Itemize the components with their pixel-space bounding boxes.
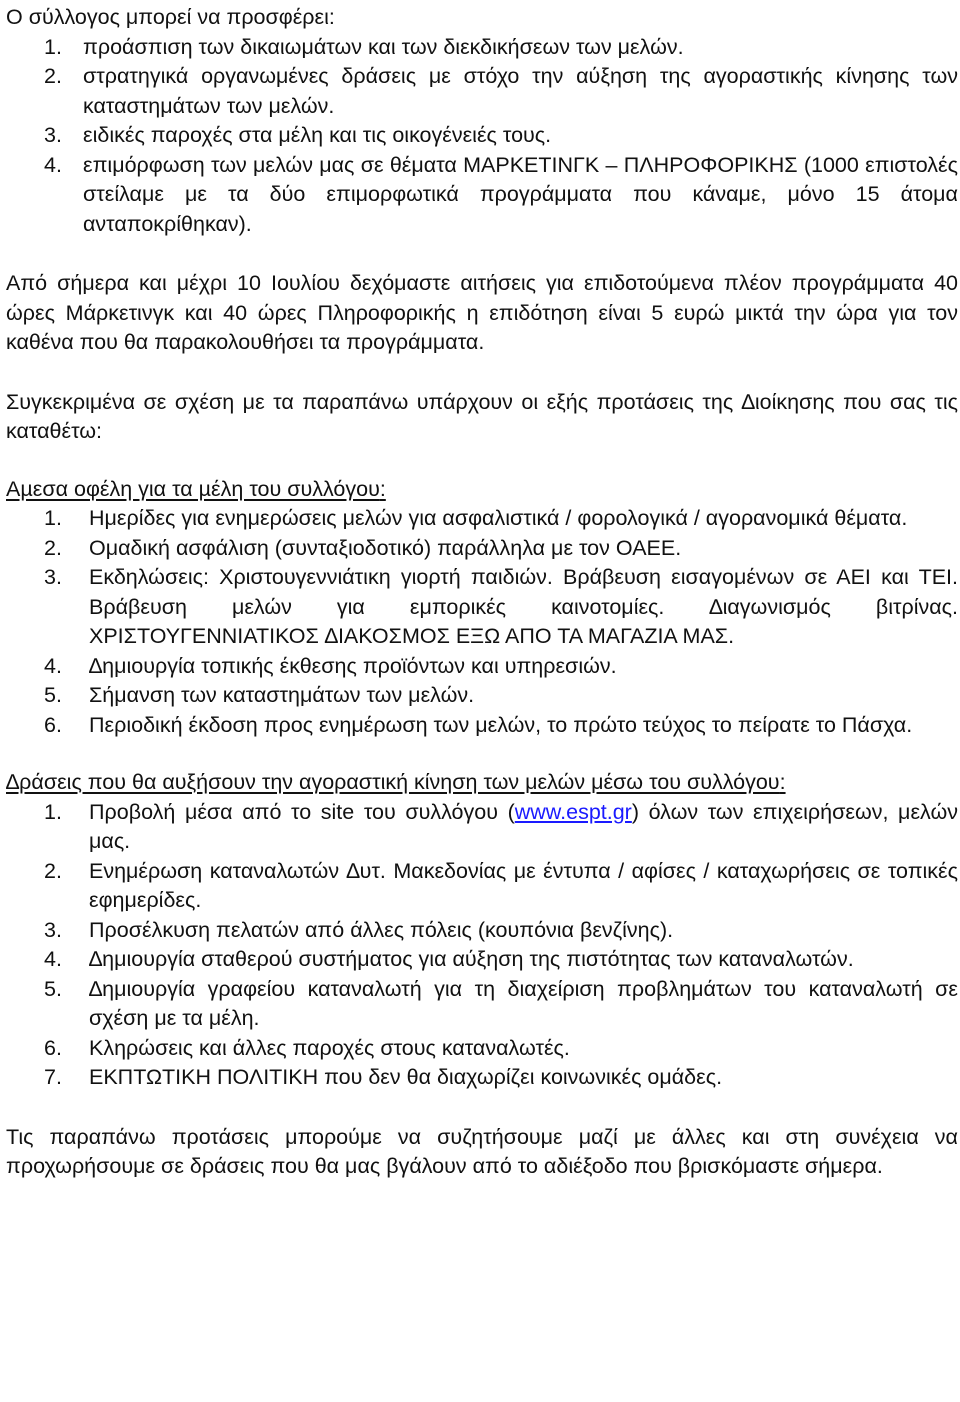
item-text: ειδικές παροχές στα μέλη και τις οικογένειές τους.	[83, 123, 552, 147]
item-text: ∆ημιουργία γραφείου καταναλωτή για τη διαχείριση προβλημάτων του καταναλωτή σε σχέση με τα μέλη.	[89, 976, 958, 1030]
list-item	[6, 534, 958, 564]
item-text: Προσέλκυση πελατών από άλλες πόλεις (κουπόνια βενζίνης).	[89, 917, 674, 942]
item-number: 4.	[44, 947, 62, 971]
intro-line: Ο σύλλογος μπορεί να προσφέρει:	[6, 5, 335, 29]
heading-text: Αµεσα οφέλη για τα µέλη του συλλόγου	[6, 476, 380, 501]
paragraph-proposals: Συγκεκριμένα σε σχέση με τα παραπάνω υπάρχουν οι εξής προτάσεις της ∆ιοίκησης που σας τις καταθέτω:	[6, 389, 958, 443]
item-number: 5.	[44, 683, 62, 707]
list-item	[6, 798, 958, 857]
item-text	[89, 800, 958, 854]
list-item	[6, 916, 958, 946]
item-text: προάσπιση των δικαιωμάτων και των διεκδικήσεων των μελών.	[83, 34, 684, 59]
item-text-before: Προβολή μέσα από το site του συλλόγου (	[89, 799, 515, 824]
item-number: 7.	[44, 1065, 62, 1089]
item-number: 3.	[44, 565, 62, 589]
section-heading-actions	[6, 768, 958, 798]
list-item	[6, 62, 958, 121]
website-link[interactable]: www.espt.gr	[514, 799, 632, 824]
item-number: 2.	[44, 64, 62, 88]
offers-list	[6, 33, 958, 240]
item-text: Ημερίδες για ενημερώσεις μελών για ασφαλιστικά / φορολογικά / αγορανομικά θέματα.	[89, 506, 908, 530]
paragraph-programs: Από σήμερα και μέχρι 10 Ιουλίου δεχόμαστε αιτήσεις για επιδοτούμενα πλέον προγράμματα 40 ώρες Μάρκετινγκ και 40 ώρες Πληροφορικής η επιδότηση είναι 5 ευρώ μικτά την ώρα για τον καθένα που θα παρακολουθήσει τα προγράμματα.	[6, 271, 958, 354]
item-number: 4.	[44, 152, 62, 177]
item-number: 1.	[44, 799, 62, 824]
heading-text: ∆ράσεις που θα αυξήσουν την αγοραστική κίνηση των μελών μέσω του συλλόγου	[6, 770, 780, 794]
item-number: 3.	[44, 123, 62, 147]
item-text: ∆ημιουργία τοπικής έκθεσης προϊόντων και υπηρεσιών.	[89, 653, 617, 678]
list-item	[6, 681, 958, 711]
item-text: Ομαδική ασφάλιση (συνταξιοδοτικό) παράλληλα με τον ΟΑΕΕ.	[89, 535, 682, 560]
item-number: 3.	[44, 917, 62, 942]
list-item	[6, 857, 958, 916]
list-item	[6, 945, 958, 975]
list-item	[6, 33, 958, 63]
item-text: ΕΚΠΤΩΤΙΚΗ ΠΟΛΙΤΙΚΗ που δεν θα διαχωρίζει κοινωνικές ομάδες.	[89, 1065, 723, 1089]
item-number: 6.	[44, 712, 62, 737]
list-item	[6, 504, 958, 534]
item-text: στρατηγικά οργανωμένες δράσεις με στόχο την αύξηση της αγοραστικής κίνησης των καταστημάτων των μελών.	[83, 64, 958, 118]
item-text: Ενημέρωση καταναλωτών ∆υτ. Μακεδονίας με έντυπα / αφίσες / καταχωρήσεις σε τοπικές εφημερίδες.	[89, 858, 958, 912]
item-text: Εκδηλώσεις: Χριστουγεννιάτικη γιορτή παιδιών. Βράβευση εισαγομένων σε ΑΕΙ και ΤΕΙ. Βράβευση μελών για εμπορικές καινοτομίες. ∆ιαγωνισμός βιτρίνας. ΧΡΙΣΤΟΥΓΕΝΝΙΑΤΙΚΟΣ ∆ΙΑΚΟΣΜΟΣ ΕΞΩ ΑΠΟ ΤΑ ΜΑΓΑΖΙΑ ΜΑΣ.	[89, 565, 958, 648]
list-item	[6, 1034, 958, 1064]
item-number: 5.	[44, 976, 62, 1001]
list-item	[6, 151, 958, 240]
document-page	[6, 3, 958, 1182]
list-item	[6, 711, 958, 741]
list-item	[6, 975, 958, 1034]
item-text: Κληρώσεις και άλλες παροχές στους καταναλωτές.	[89, 1035, 570, 1060]
item-text: επιμόρφωση των μελών μας σε θέματα ΜΑΡΚΕΤΙΝΓΚ – ΠΛΗΡΟΦΟΡΙΚΗΣ (1000 επιστολές στείλαμε με τα δύο επιμορφωτικά προγράμματα που κάναμε, μόνο 15 άτομα ανταποκρίθηκαν).	[83, 152, 958, 236]
item-text: Περιοδική έκδοση προς ενημέρωση των μελών, το πρώτο τεύχος το πείρατε το Πάσχα.	[89, 712, 913, 737]
item-number: 4.	[44, 653, 62, 678]
item-text: ∆ημιουργία σταθερού συστήματος για αύξηση της πιστότητας των καταναλωτών.	[89, 947, 854, 971]
item-text: Σήμανση των καταστημάτων των μελών.	[89, 683, 475, 707]
item-number: 6.	[44, 1035, 62, 1060]
item-number: 2.	[44, 535, 62, 560]
item-number: 1.	[44, 34, 62, 59]
item-number: 1.	[44, 506, 62, 530]
closing-paragraph: Τις παραπάνω προτάσεις μπορούμε να συζητήσουμε μαζί με άλλες και στη συνέχεια να προχωρήσουμε σε δράσεις που θα μας βγάλουν από το αδιέξοδο που βρισκόμαστε σήμερα.	[6, 1124, 958, 1178]
actions-list	[6, 798, 958, 1093]
item-number: 2.	[44, 858, 62, 883]
list-item	[6, 1063, 958, 1093]
list-item	[6, 652, 958, 682]
heading-colon: :	[779, 770, 786, 794]
item-text-after: ) όλων των επιχειρήσεων, μελών μας.	[89, 799, 958, 853]
benefits-list	[6, 504, 958, 740]
section-heading-benefits	[6, 475, 958, 505]
list-item	[6, 563, 958, 652]
heading-colon: :	[379, 476, 386, 501]
list-item	[6, 121, 958, 151]
